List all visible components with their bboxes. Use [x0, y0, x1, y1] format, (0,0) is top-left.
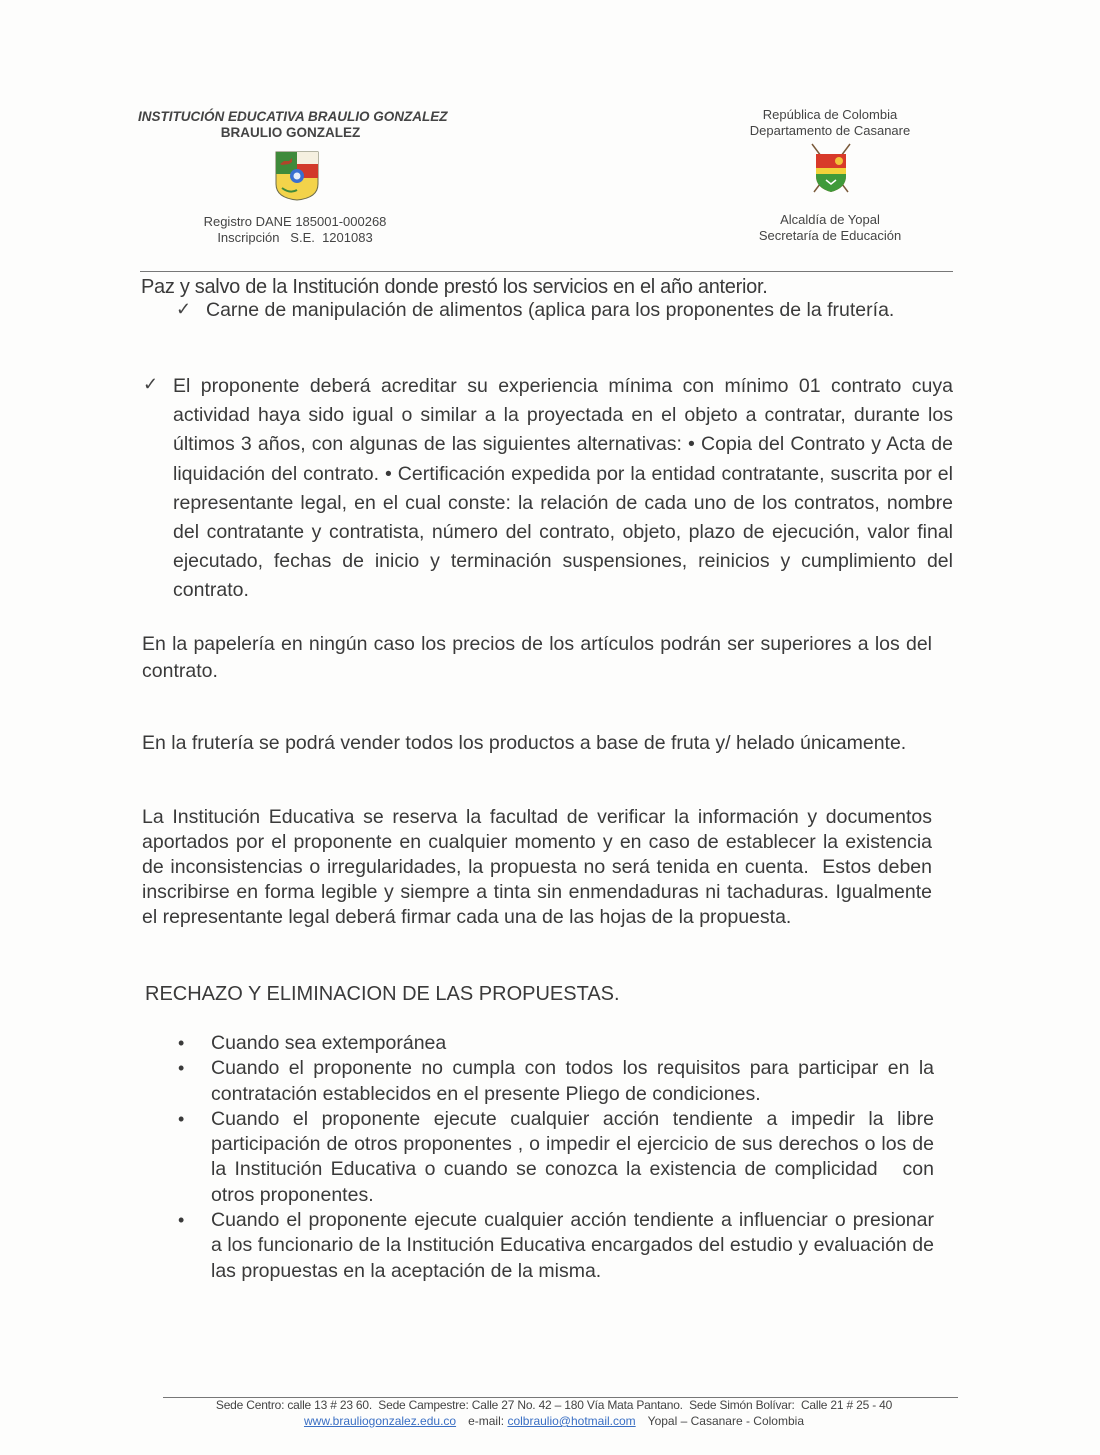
email-label: e-mail: [468, 1414, 505, 1428]
header-right-bottom [720, 212, 940, 244]
footer-location: Yopal – Casanare - Colombia [647, 1414, 804, 1428]
institution-name: INSTITUCIÓN EDUCATIVA BRAULIO GONZALEZ [138, 109, 448, 124]
list-item-text: Cuando el proponente no cumpla con todos los requisitos para participar en la contratación establecidos en el presente Pliego de condiciones. [211, 1057, 934, 1105]
website-link[interactable]: www.brauliogonzalez.edu.co [303, 1414, 457, 1428]
footer-contact [148, 1414, 960, 1428]
footer-addresses: Sede Centro: calle 13 # 23 60. Sede Campestre: Calle 27 No. 42 – 180 Vía Mata Pantano. Sede Simón Bolívar: Calle 21 # 25 - 40 [215, 1398, 893, 1412]
checkmark-icon: ✓ [176, 299, 192, 319]
header-left [138, 109, 483, 140]
list-item-text: Cuando sea extemporánea [211, 1032, 447, 1054]
section-heading-rechazo: RECHAZO Y ELIMINACION DE LAS PROPUESTAS. [145, 983, 620, 1005]
list-item [176, 1107, 945, 1208]
header-right [720, 107, 940, 139]
registro-dane: Registro DANE 185001-000268 [203, 214, 387, 229]
list-item-text: Cuando el proponente ejecute cualquier acción tendiente a influenciar o presionar a los funcionario de la Institución Educativa encargados del estudio y evaluación de las propuestas en la aceptación de la misma. [211, 1209, 934, 1282]
list-item [176, 1208, 934, 1284]
list-item [176, 1031, 934, 1056]
email-link[interactable]: colbraulio@hotmail.com [507, 1414, 636, 1428]
bullet-icon: • [178, 1108, 185, 1129]
header-divider [140, 271, 953, 272]
department-label: Departamento de Casanare [749, 123, 911, 138]
check-item-carne: Carne de manipulación de alimentos (aplica para los proponentes de la frutería. [206, 299, 895, 321]
header-left-registration [160, 214, 430, 246]
alcaldia-label: Alcaldía de Yopal [780, 212, 880, 227]
institution-subtitle: BRAULIO GONZALEZ [220, 125, 361, 140]
bullet-icon: • [178, 1058, 185, 1079]
casanare-shield-logo [808, 142, 854, 196]
paragraph-institucion: La Institución Educativa se reserva la facultad de verificar la información y documentos aportados por el proponente en cualquier momento y en caso de establecer la existencia de inconsistencias o irregularidades, la propuesta no será tenida en cuenta. Estos deben inscribirse en forma legible y siempre a tinta sin enmendaduras ni tachaduras. Igualmente el representante legal deberá firmar cada una de las hojas de la propuesta. [142, 806, 938, 928]
republic-label: República de Colombia [762, 107, 898, 122]
paragraph-fruteria: En la frutería se podrá vender todos los productos a base de fruta y/ helado únicamente. [142, 732, 907, 754]
institution-shield-logo [274, 150, 320, 202]
rejection-list [176, 1031, 945, 1284]
list-item-text: Cuando el proponente ejecute cualquier acción tendiente a impedir la libre participación de otros proponentes , o impedir el ejercicio de sus derechos o los de la Institución Educativa o cuando se conozca la existencia de complicidad con otros proponentes. [211, 1107, 945, 1206]
paz-y-salvo-line: Paz y salvo de la Institución donde prestó los servicios en el año anterior. [141, 276, 768, 298]
inscripcion: Inscripción S.E. 1201083 [217, 230, 373, 245]
list-item [176, 1056, 934, 1107]
checkmark-icon: ✓ [143, 374, 159, 394]
check-item-experiencia: El proponente deberá acreditar su experiencia mínima con mínimo 01 contrato cuya actividad haya sido igual o similar a la proyectada en el objeto a contratar, durante los últimos 3 años, con algunas de las siguientes alternativas: • Copia del Contrato y Acta de liquidación del contrato. • Certificación expedida por la entidad contratante, suscrita por el representante legal, en el cual conste: la relación de cada uno de los contratos, nombre del contratante y contratista, número del contrato, objeto, plazo de ejecución, valor final ejecutado, fechas de inicio y terminación suspensiones, reinicios y cumplimiento del contrato. [173, 375, 953, 602]
bullet-icon: • [178, 1210, 185, 1231]
paragraph-papeleria: En la papelería en ningún caso los precios de los artículos podrán ser superiores a los del contrato. [142, 633, 932, 682]
bullet-icon: • [178, 1033, 185, 1053]
secretaria-label: Secretaría de Educación [758, 228, 902, 243]
